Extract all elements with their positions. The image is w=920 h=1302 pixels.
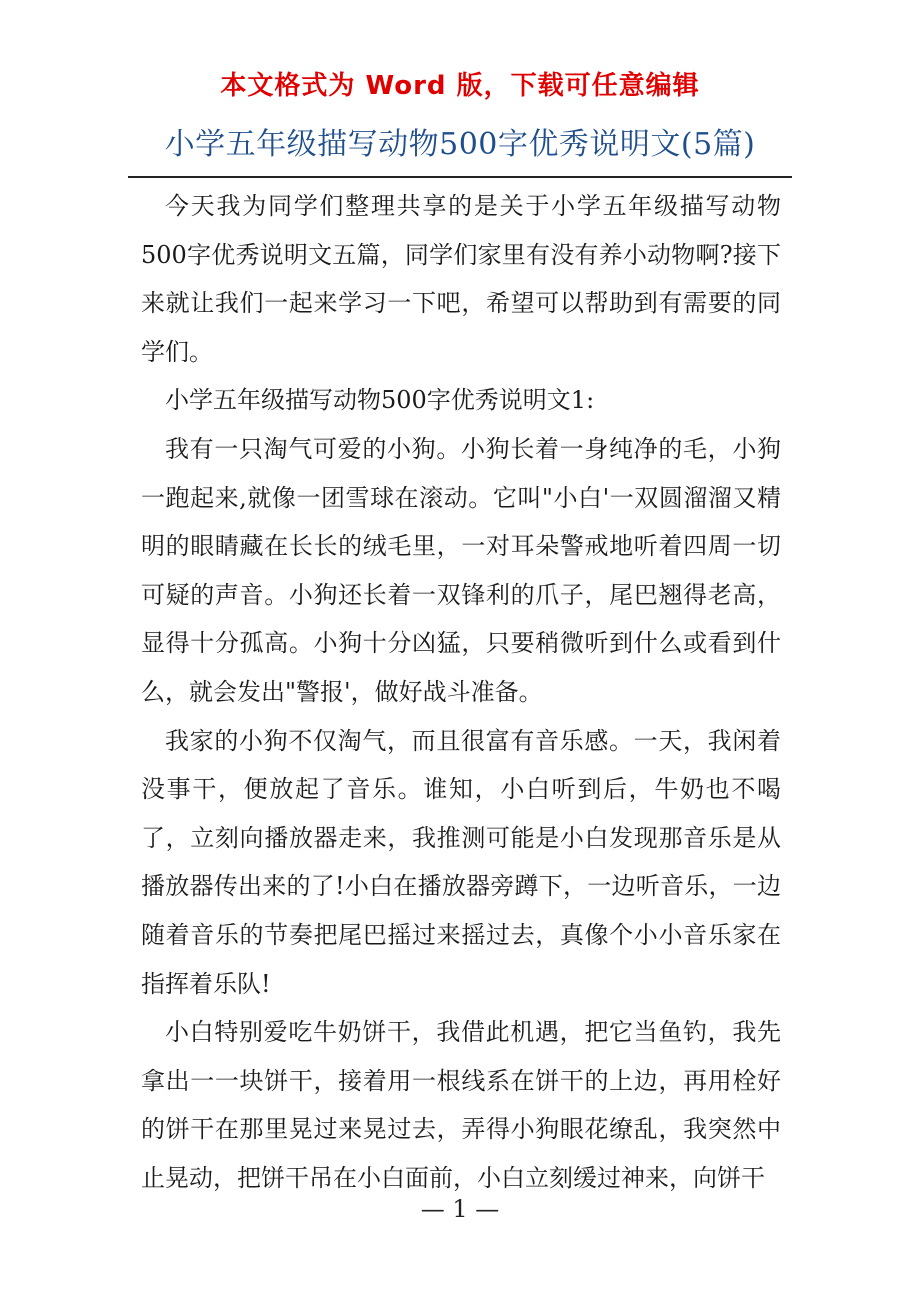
- section-heading: 小学五年级描写动物500字优秀说明文1:: [165, 386, 595, 415]
- body-paragraph: 我有一只淘气可爱的小狗。小狗长着一身纯净的毛，小狗一跑起来,就像一团雪球在滚动。它叫"小白'一双圆溜溜又精明的眼睛藏在长长的绒毛里，一对耳朵警戒地听着四周一切可疑的声音。小狗还长着一双锋利的爪子，尾巴翘得老高，显得十分孤高。小狗十分凶猛，只要稍微听到什么或看到什么，就会发出"警报'，做好战斗准备。: [141, 434, 781, 706]
- intro-paragraph: 今天我为同学们整理共享的是关于小学五年级描写动物500字优秀说明文五篇，同学们家里有没有养小动物啊?接下来就让我们一起来学习一下吧，希望可以帮助到有需要的同学们。: [141, 192, 781, 366]
- page-title: 小学五年级描写动物500字优秀说明文(5篇): [164, 127, 756, 162]
- body-paragraph: 我家的小狗不仅淘气，而且很富有音乐感。一天，我闲着没事干，便放起了音乐。谁知，小白听到后，牛奶也不喝了，立刻向播放器走来，我推测可能是小白发现那音乐是从播放器传出来的了!小白在播放器旁蹲下，一边听音乐，一边随着音乐的节奏把尾巴摇过来摇过去，真像个小小音乐家在指挥着乐队!: [141, 726, 781, 998]
- body-paragraph: 小白特别爱吃牛奶饼干，我借此机遇，把它当鱼钓，我先拿出一一块饼干，接着用一根线系在饼干的上边，再用栓好的饼干在那里晃过来晃过去，弄得小狗眼花缭乱，我突然中止晃动，把饼干吊在小白面前，小白立刻缓过神来，向饼干: [141, 1018, 781, 1192]
- format-notice: 本文格式为 Word 版，下载可任意编辑: [220, 71, 700, 101]
- document-body: [141, 182, 781, 1202]
- page-number: — 1 —: [420, 1195, 500, 1223]
- title-divider: [128, 176, 792, 178]
